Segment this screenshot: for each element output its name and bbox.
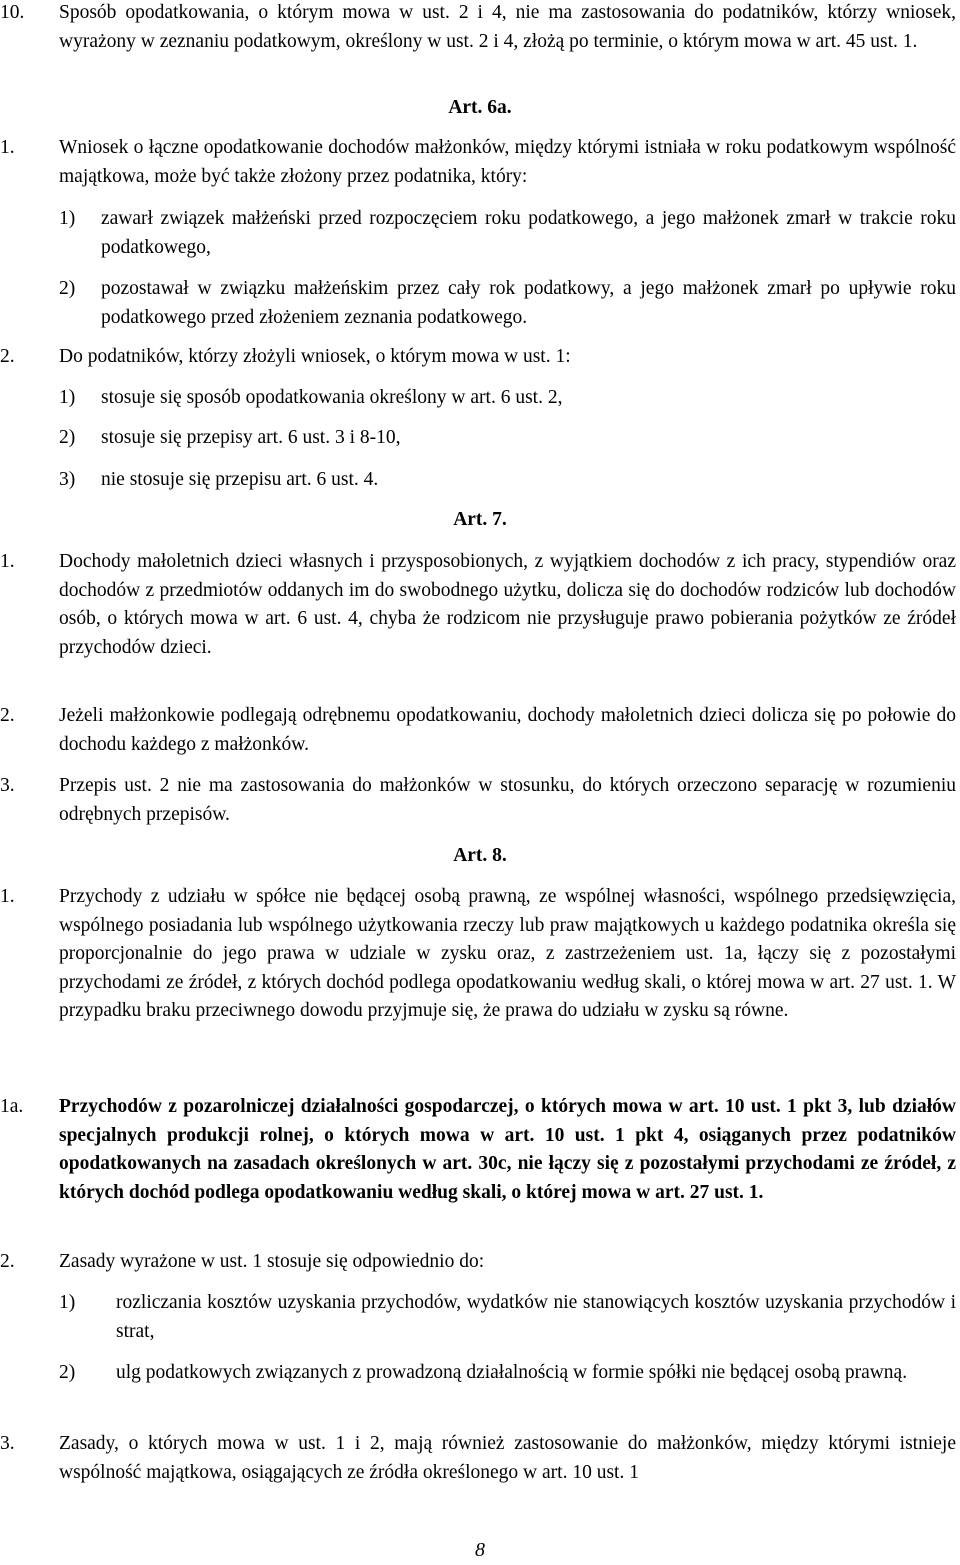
paragraph-7-3	[0, 772, 956, 829]
paragraph-number: 3.	[0, 1433, 15, 1454]
paragraph-text: Wniosek o łączne opodatkowanie dochodów małżonków, między którymi istniała w roku podatkowym wspólność majątkowa, może być także złożony przez podatnika, który:	[59, 137, 956, 187]
paragraph-8-1	[0, 883, 956, 1026]
paragraph-text: Do podatników, którzy złożyli wniosek, o którym mowa w ust. 1:	[59, 346, 571, 367]
paragraph-6a-2	[0, 343, 956, 372]
paragraph-number: 1a.	[0, 1096, 24, 1117]
point-number: 1)	[59, 1292, 76, 1313]
article-heading-8: Art. 8.	[453, 845, 507, 866]
point-6a-2-2	[0, 424, 956, 453]
paragraph-6a-1	[0, 134, 956, 191]
point-number: 1)	[59, 387, 76, 408]
paragraph-text: Zasady wyrażone w ust. 1 stosuje się odpowiednio do:	[59, 1251, 485, 1272]
paragraph-8-3	[0, 1430, 956, 1487]
paragraph-text: Zasady, o których mowa w ust. 1 i 2, mają również zastosowanie do małżonków, między którymi istnieje wspólność majątkowa, osiągających ze źródła określonego w art. 10 ust. 1	[59, 1433, 956, 1483]
paragraph-number: 2.	[0, 346, 15, 367]
point-6a-1-1	[0, 205, 956, 262]
paragraph-text: Jeżeli małżonkowie podlegają odrębnemu opodatkowaniu, dochody małoletnich dzieci dolicza się po połowie do dochodu każdego z małżonków.	[59, 705, 956, 755]
point-6a-2-1	[0, 384, 956, 413]
point-6a-2-3	[0, 466, 956, 495]
point-text: stosuje się przepisy art. 6 ust. 3 i 8-10,	[101, 427, 401, 448]
paragraph-number: 2.	[0, 705, 15, 726]
paragraph-number: 1.	[0, 551, 15, 572]
point-6a-1-2	[0, 275, 956, 332]
paragraph-7-1	[0, 548, 956, 662]
point-8-2-1	[0, 1289, 956, 1346]
article-heading-6a: Art. 6a.	[448, 97, 512, 118]
point-text: stosuje się sposób opodatkowania określony w art. 6 ust. 2,	[101, 387, 563, 408]
paragraph-number: 10.	[0, 2, 25, 23]
point-text: nie stosuje się przepisu art. 6 ust. 4.	[101, 469, 379, 490]
paragraph-number: 1.	[0, 137, 15, 158]
paragraph-text: Przepis ust. 2 nie ma zastosowania do małżonków w stosunku, do których orzeczono separację w rozumieniu odrębnych przepisów.	[59, 775, 956, 825]
paragraph-number: 2.	[0, 1251, 15, 1272]
point-number: 3)	[59, 469, 76, 490]
point-number: 2)	[59, 427, 76, 448]
point-8-2-2	[0, 1359, 956, 1388]
article-heading-7: Art. 7.	[453, 509, 507, 530]
paragraph-8-2	[0, 1248, 956, 1277]
paragraph-number: 3.	[0, 775, 15, 796]
paragraph-7-2	[0, 702, 956, 759]
point-text: ulg podatkowych związanych z prowadzoną działalnością w formie spółki nie będącej osobą prawną.	[116, 1362, 908, 1383]
paragraph-text: Sposób opodatkowania, o którym mowa w ust. 2 i 4, nie ma zastosowania do podatników, którzy wniosek, wyrażony w zeznaniu podatkowym, określony w ust. 2 i 4, złożą po terminie, o którym mowa w art. 45 ust. 1.	[59, 2, 956, 52]
point-number: 2)	[59, 278, 76, 299]
point-number: 1)	[59, 208, 76, 229]
paragraph-8-1a	[0, 1093, 956, 1207]
point-number: 2)	[59, 1362, 76, 1383]
point-text: zawarł związek małżeński przed rozpoczęciem roku podatkowego, a jego małżonek zmarł w trakcie roku podatkowego,	[101, 208, 956, 258]
paragraph-number: 1.	[0, 886, 15, 907]
page-number: 8	[475, 1539, 485, 1561]
point-text: rozliczania kosztów uzyskania przychodów, wydatków nie stanowiących kosztów uzyskania przychodów i strat,	[116, 1292, 956, 1342]
paragraph-text: Dochody małoletnich dzieci własnych i przysposobionych, z wyjątkiem dochodów z ich pracy, stypendiów oraz dochodów z przedmiotów oddanych im do swobodnego użytku, dolicza się do dochodów rodziców lub dochodów osób, o których mowa w art. 6 ust. 4, chyba że rodzicom nie przysługuje prawo pobierania pożytków ze źródeł przychodów dzieci.	[59, 551, 956, 658]
paragraph-10	[0, 0, 956, 56]
paragraph-text: Przychodów z pozarolniczej działalności gospodarczej, o których mowa w art. 10 ust. 1 pkt 3, lub działów specjalnych produkcji rolnej, o których mowa w art. 10 ust. 1 pkt 4, osiąganych przez podatników opodatkowanych na zasadach określonych w art. 30c, nie łączy się z pozostałymi przychodami ze źródeł, z których dochód podlega opodatkowaniu według skali, o której mowa w art. 27 ust. 1.	[59, 1096, 956, 1203]
point-text: pozostawał w związku małżeńskim przez cały rok podatkowy, a jego małżonek zmarł po upływie roku podatkowego przed złożeniem zeznania podatkowego.	[101, 278, 956, 328]
paragraph-text: Przychody z udziału w spółce nie będącej osobą prawną, ze wspólnej własności, wspólnego przedsięwzięcia, wspólnego posiadania lub wspólnego użytkowania rzeczy lub praw majątkowych u każdego podatnika określa się proporcjonalnie do jego prawa w udziale w zysku oraz, z zastrzeżeniem ust. 1a, łączy się z pozostałymi przychodami ze źródeł, z których dochód podlega opodatkowaniu według skali, o której mowa w art. 27 ust. 1. W przypadku braku przeciwnego dowodu przyjmuje się, że prawa do udziału w zysku są równe.	[59, 886, 956, 1021]
